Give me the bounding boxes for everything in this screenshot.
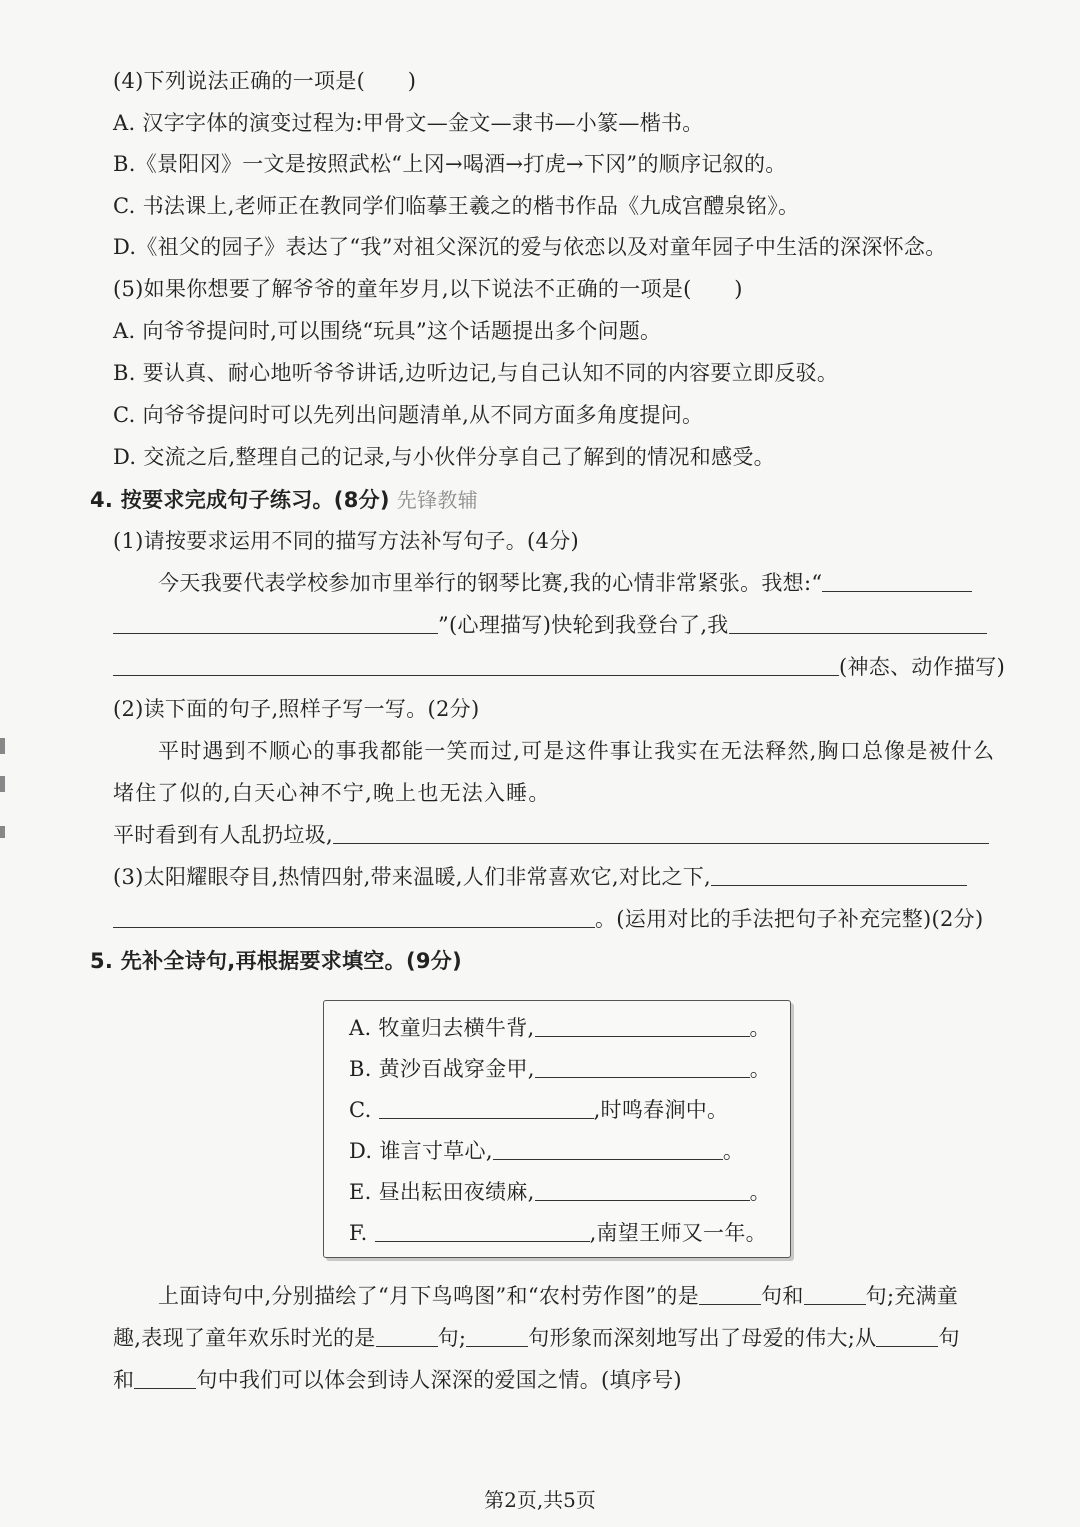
q3-4-option-a: A. 汉字字体的演变过程为:甲骨文—金文—隶书—小篆—楷书。 — [113, 111, 704, 135]
answer-blank[interactable] — [804, 1282, 866, 1305]
poem-a-text: A. 牧童归去横牛背, — [349, 1016, 535, 1040]
poem-e — [349, 1177, 771, 1207]
answer-blank[interactable] — [113, 653, 839, 676]
q4-2-prompt-row — [113, 820, 989, 850]
poem-c-text: ,时鸣春涧中。 — [593, 1098, 729, 1122]
q3-5-option-d: D. 交流之后,整理自己的记录,与小伙伴分享自己了解到的情况和感受。 — [113, 445, 775, 469]
answer-blank[interactable] — [876, 1324, 938, 1347]
q4-3-row-2 — [113, 904, 983, 934]
poem-f — [349, 1218, 767, 1248]
answer-blank[interactable] — [711, 863, 967, 886]
q3-4-option-c: C. 书法课上,老师正在教同学们临摹王羲之的楷书作品《九成宫醴泉铭》。 — [113, 194, 800, 218]
q4-title-row — [90, 485, 478, 515]
fill-text: 句和 — [761, 1284, 804, 1308]
fill-text: 上面诗句中,分别描绘了“月下鸟鸣图”和“农村劳作图”的是 — [158, 1284, 700, 1308]
q4-1-text-c: (神态、动作描写) — [839, 655, 1006, 679]
answer-blank[interactable] — [535, 1055, 750, 1078]
fill-text: 和 — [113, 1368, 135, 1392]
poem-c — [349, 1095, 728, 1125]
poem-e-text: E. 昼出耘田夜绩麻, — [349, 1180, 535, 1204]
answer-blank[interactable] — [333, 821, 989, 844]
q5-fill-row-3 — [113, 1365, 682, 1395]
answer-blank[interactable] — [729, 611, 987, 634]
q4-1-text-a: 今天我要代表学校参加市里举行的钢琴比赛,我的心情非常紧张。我想:“ — [158, 571, 823, 595]
q3-5-stem: (5)如果你想要了解爷爷的童年岁月,以下说法不正确的一项是( ) — [113, 277, 743, 301]
poem-f-text: ,南望王师又一年。 — [589, 1221, 767, 1245]
q4-3-stem: (3)太阳耀眼夺目,热情四射,带来温暖,人们非常喜欢它,对比之下, — [113, 865, 712, 889]
q3-4-stem: (4)下列说法正确的一项是( ) — [113, 69, 417, 93]
q4-1-text-row — [158, 568, 972, 598]
q4-1-text-row-2 — [113, 610, 987, 640]
q3-5-option-a: A. 向爷爷提问时,可以围绕“玩具”这个话题提出多个问题。 — [113, 319, 662, 343]
margin-mark — [0, 776, 5, 792]
q3-4-option-b: B.《景阳冈》一文是按照武松“上冈→喝酒→打虎→下冈”的顺序记叙的。 — [113, 152, 787, 176]
answer-blank[interactable] — [535, 1014, 750, 1037]
answer-blank[interactable] — [113, 611, 438, 634]
fill-text: 句;充满童 — [865, 1284, 959, 1308]
answer-blank[interactable] — [379, 1096, 594, 1119]
answer-blank[interactable] — [822, 569, 972, 592]
fill-text: 趣,表现了童年欢乐时光的是 — [113, 1326, 376, 1350]
q4-1-stem: (1)请按要求运用不同的描写方法补写句子。(4分) — [113, 529, 579, 553]
poem-c-label: C. — [349, 1098, 379, 1122]
answer-blank[interactable] — [699, 1282, 761, 1305]
q4-3-row — [113, 862, 967, 892]
q5-fill-row-1 — [158, 1281, 958, 1311]
poem-d-text: D. 谁言寸草心, — [349, 1139, 493, 1163]
fill-text: 句; — [437, 1326, 467, 1350]
answer-blank[interactable] — [466, 1324, 528, 1347]
q4-1-text-b: ”(心理描写)快轮到我登台了,我 — [438, 613, 729, 637]
poem-b — [349, 1054, 771, 1084]
q4-2-prompt: 平时看到有人乱扔垃圾, — [113, 823, 333, 847]
period: 。 — [722, 1139, 745, 1163]
q5-fill-row-2 — [113, 1323, 960, 1353]
q4-title: 4. 按要求完成句子练习。(8分) — [90, 488, 390, 512]
fill-text: 句中我们可以体会到诗人深深的爱国之情。(填序号) — [196, 1368, 682, 1392]
answer-blank[interactable] — [134, 1366, 196, 1389]
page-number: 第2页,共5页 — [484, 1488, 596, 1512]
q4-2-stem: (2)读下面的句子,照样子写一写。(2分) — [113, 697, 480, 721]
poem-a — [349, 1013, 771, 1043]
poem-d — [349, 1136, 744, 1166]
q4-2-example-1: 平时遇到不顺心的事我都能一笑而过,可是这件事让我实在无法释然,胸口总像是被什么 — [158, 739, 996, 763]
q4-3-tail: 。(运用对比的手法把句子补充完整)(2分) — [595, 907, 984, 931]
answer-blank[interactable] — [376, 1324, 438, 1347]
answer-blank[interactable] — [375, 1219, 590, 1242]
answer-blank[interactable] — [493, 1137, 723, 1160]
q3-4-option-d: D.《祖父的园子》表达了“我”对祖父深沉的爱与依恋以及对童年园子中生活的深深怀念。 — [113, 235, 947, 259]
q3-5-option-c: C. 向爷爷提问时可以先列出问题清单,从不同方面多角度提问。 — [113, 403, 704, 427]
answer-blank[interactable] — [113, 905, 595, 928]
fill-text: 句形象而深刻地写出了母爱的伟大;从 — [528, 1326, 877, 1350]
period: 。 — [749, 1016, 771, 1040]
poem-b-text: B. 黄沙百战穿金甲, — [349, 1057, 535, 1081]
fill-text: 句 — [938, 1326, 960, 1350]
q3-5-option-b: B. 要认真、耐心地听爷爷讲话,边听边记,与自己认知不同的内容要立即反驳。 — [113, 361, 839, 385]
watermark-text: 先锋教辅 — [396, 488, 478, 512]
margin-mark — [0, 738, 5, 754]
q4-1-text-row-3 — [113, 652, 1005, 682]
margin-mark — [0, 826, 5, 838]
answer-blank[interactable] — [535, 1178, 750, 1201]
q4-2-example-2: 堵住了似的,白天心神不宁,晚上也无法入睡。 — [113, 781, 551, 805]
poem-box — [323, 1000, 791, 1258]
poem-f-label: F. — [349, 1221, 375, 1245]
period: 。 — [749, 1057, 772, 1081]
q5-title: 5. 先补全诗句,再根据要求填空。(9分) — [90, 949, 462, 973]
period: 。 — [749, 1180, 771, 1204]
